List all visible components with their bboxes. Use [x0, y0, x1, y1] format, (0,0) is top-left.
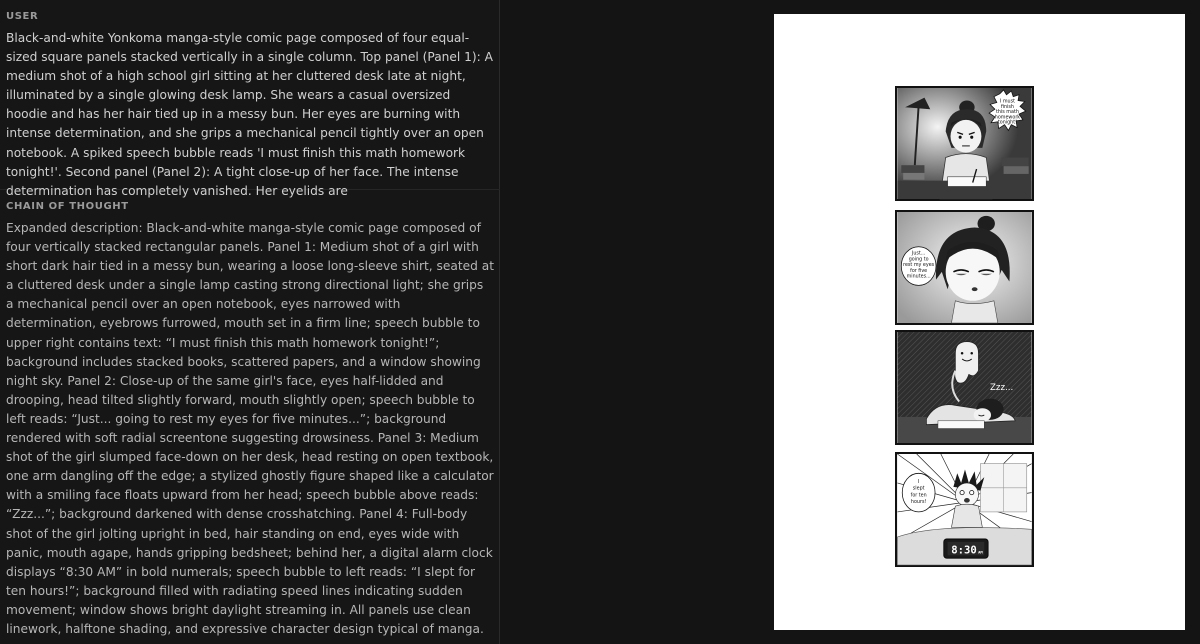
user-label: USER [6, 11, 39, 22]
panel-3-zzz-text: Zzz... [989, 382, 1014, 393]
chat-transcript-pane [0, 0, 500, 644]
clock-ampm: AM [978, 549, 983, 555]
panel-1-art [897, 88, 1032, 199]
image-preview-pane [501, 0, 1200, 644]
panel-2-bubble-line-1: Just... [911, 251, 926, 257]
chain-of-thought [0, 190, 500, 644]
comic-panel-4 [895, 452, 1034, 567]
cot-text: Expanded description: Black-and-white manga-style comic page composed of four vertically stacked rectangular panels. Panel 1: Medium shot of a girl with short dark hair tied in a messy bun, wearing a loose long-sleeve shirt, seated at a cluttered desk under a single lamp casting strong directional light; she grips a mechanical pencil over an open notebook, eyes narrowed with determination, eyebrows furrowed, mouth set in a firm line; speech bubble to upper right contains text: “I must finish this math homework tonight!”; background includes stacked books, scattered papers, and a window showing night sky. Panel 2: Close-up of the same girl's face, eyes half-lidded and drooping, head tilted slightly forward, mouth slightly open; speech bubble to left reads: “Just... going to rest my eyes for five minutes...”; background rendered with soft radial screentone suggesting drowsiness. Panel 3: Medium shot of the girl slumped face-down on her desk, head resting on open textbook, one arm dangling off the edge; a stylized ghostly figure shaped like a calculator with a smiling face floats upward from her head; speech bubble above reads: “Zzz...”; background darkened with dense crosshatching. Panel 4: Full-body shot of the girl jolting upright in bed, hair standing on end, eyes wide with panic, mouth agape, hands gripping bedsheet; behind her, a digital alarm clock displays “8:30 AM” in bold numerals; speech bubble to left reads: “I slept for ten hours!”; background filled with radiating speed lines indicating sudden movement; window shows bright daylight streaming in. All panels use clean linework, halftone shading, and expressive character design typical of manga. [6, 221, 494, 636]
panel-2-bubble-line-5: minutes... [906, 274, 931, 280]
panel-1-bubble-line-3: this math [996, 110, 1019, 116]
panel-2-bubble-line-4: for five [910, 268, 928, 274]
panel-3-art [897, 332, 1032, 443]
panel-2-bubble-line-2: going to [908, 257, 929, 263]
comic-panel-2 [895, 210, 1034, 325]
comic-panel-1 [895, 86, 1034, 201]
panel-1-bubble-line-4: homework [994, 115, 1021, 121]
panel-4-bubble-line-3: for ten [910, 493, 927, 499]
panel-2-bubble-line-3: rest my eyes [903, 263, 935, 269]
panel-1-bubble-line-5: tonight! [997, 120, 1018, 126]
user-message [0, 0, 500, 198]
panel-1-bubble-line-2: finish [1000, 104, 1014, 110]
panel-4-art [897, 454, 1032, 565]
panel-4-bubble-line-2: slept [912, 486, 925, 492]
panel-4-bubble-line-4: hours! [910, 500, 927, 506]
clock-time: 8:30 [951, 543, 977, 557]
user-prompt-text: Black-and-white Yonkoma manga-style comic page composed of four equal-sized square panels stacked vertically in a single column. Top panel (Panel 1): A medium shot of a high school girl sitting at her cluttered desk late at night, illuminated by a single glowing desk lamp. She wears a casual oversized hoodie and has her hair tied up in a messy bun. Her eyes are burning with intense determination, and she grips a mechanical pencil tightly over an open notebook. A spiked speech bubble reads 'I must finish this math homework tonight!'. Second panel (Panel 2): A tight close-up of her face. The intense determination has completely vanished. Her eyelids are [6, 31, 493, 198]
panel-1-bubble-line-1: I must [999, 99, 1015, 105]
panel-2-art [897, 212, 1032, 323]
cot-label: CHAIN OF THOUGHT [6, 201, 129, 212]
panel-4-bubble-line-1: I [917, 479, 920, 485]
generated-comic-image[interactable] [774, 14, 1185, 630]
comic-panel-3 [895, 330, 1034, 445]
